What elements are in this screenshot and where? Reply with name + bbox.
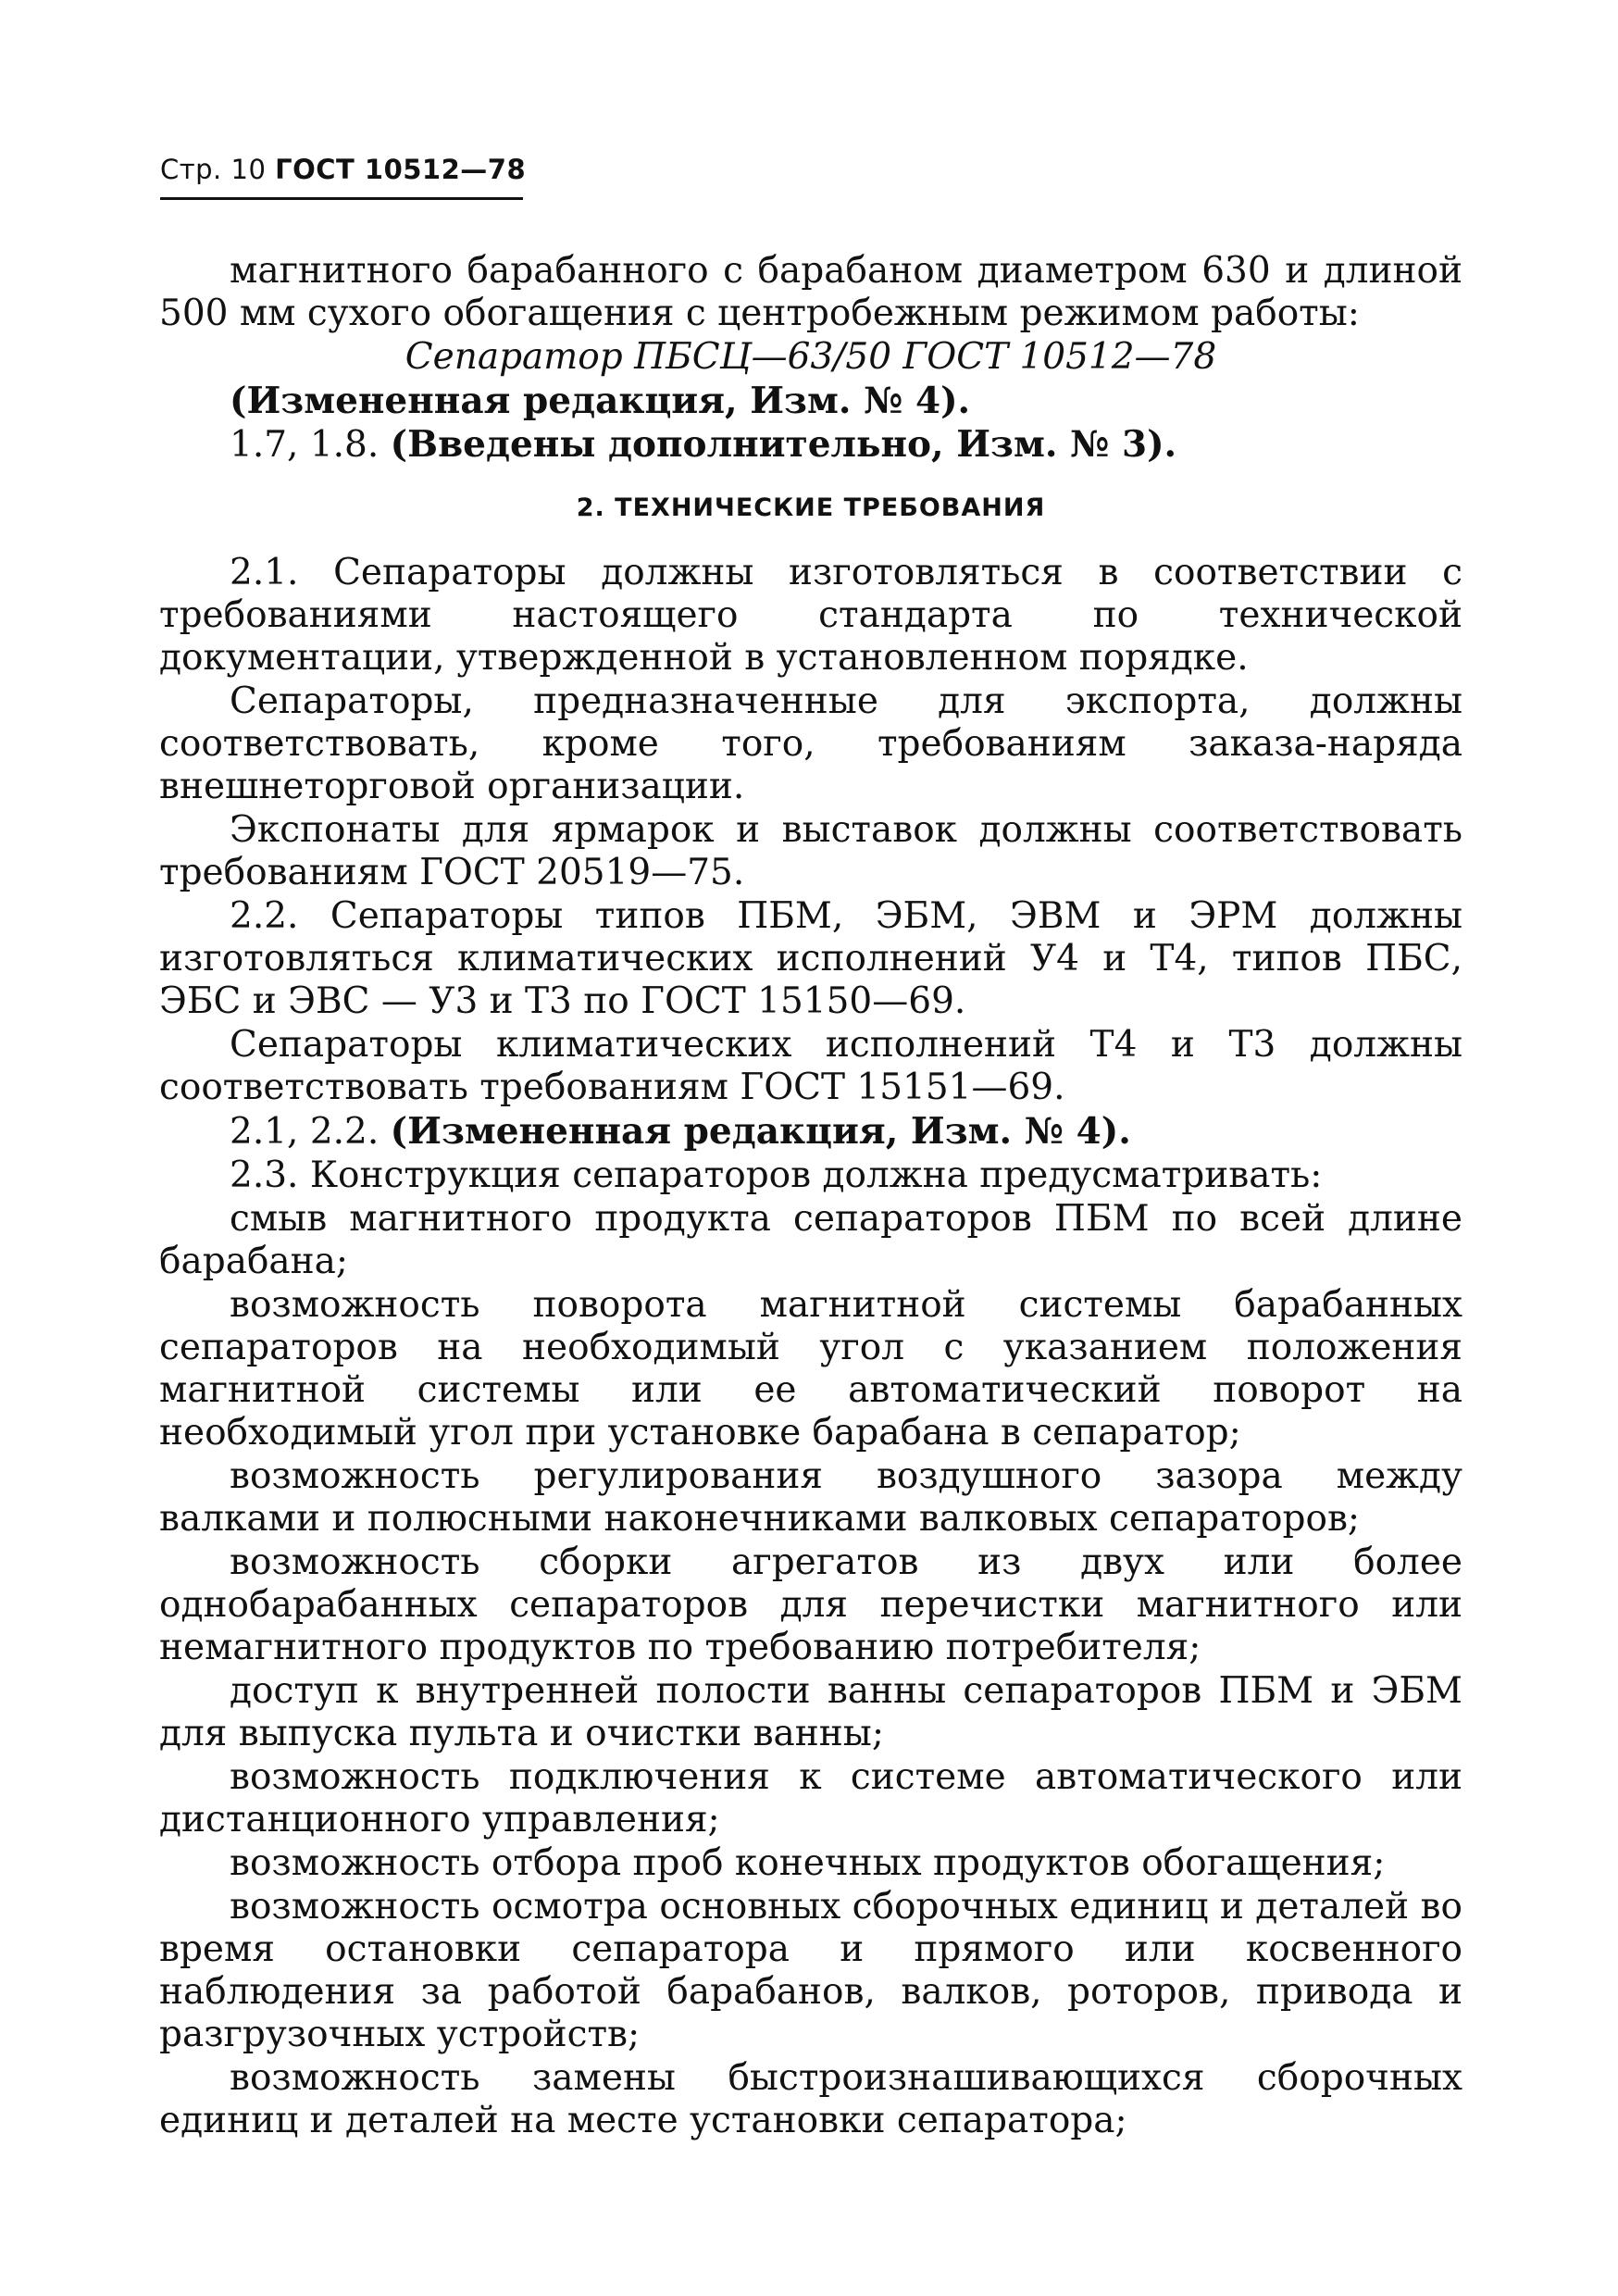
page-number: Стр. 10 (160, 154, 267, 185)
header-rule (160, 197, 523, 200)
list-item: смыв магнитного продукта сепараторов ПБМ по всей длине барабана; (159, 1198, 1462, 1282)
list-item: возможность отбора проб конечных продуктов обогащения; (230, 1842, 1386, 1884)
paragraph-2-2: 2.2. Сепараторы типов ПБМ, ЭБМ, ЭВМ и ЭРМ должны изготовляться климатических исполнений У4 и Т4, типов ПБС, ЭБС и ЭВС — У3 и Т3 по ГОСТ 15150—69. (159, 895, 1462, 1022)
list-item: доступ к внутренней полости ванны сепараторов ПБМ и ЭБМ для выпуска пульта и очистки ванны; (159, 1670, 1462, 1754)
clause-ref: 1.7, 1.8. (230, 424, 380, 466)
paragraph-2-1: 2.1. Сепараторы должны изготовляться в соответствии с требованиями настоящего стандарта по технической документации, утвержденной в установленном порядке. (159, 552, 1462, 679)
list-item: возможность регулирования воздушного зазора между валками и полюсными наконечниками валковых сепараторов; (159, 1455, 1462, 1540)
clause-ref: 2.1, 2.2. (230, 1111, 380, 1153)
designation-example: Сепаратор ПБСЦ—63/50 ГОСТ 10512—78 (404, 336, 1217, 378)
paragraph-export: Сепараторы, предназначенные для экспорта, должны соответствовать, кроме того, требованиям заказа-наряда внешнеторговой организации. (159, 680, 1462, 807)
paragraph-exhibits: Экспонаты для ярмарок и выставок должны соответствовать требованиям ГОСТ 20519—75. (159, 809, 1462, 893)
list-item: возможность подключения к системе автоматического или дистанционного управления; (159, 1756, 1462, 1841)
list-item: возможность сборки агрегатов из двух или более однобарабанных сепараторов для перечистки магнитного или немагнитного продуктов по требованию потребителя; (159, 1541, 1462, 1668)
clause-note: (Введены дополнительно, Изм. № 3). (390, 423, 1177, 466)
list-item: возможность осмотра основных сборочных единиц и деталей во время остановки сепаратора и прямого или косвенного наблюдения за работой барабанов, валков, роторов, привода и разгрузочных устройств; (159, 1886, 1462, 2055)
paragraph-2-3: 2.3. Конструкция сепараторов должна предусматривать: (230, 1154, 1323, 1196)
clause-1-7-1-8 (159, 423, 1462, 467)
list-item: возможность поворота магнитной системы барабанных сепараторов на необходимый угол с указанием положения магнитной системы или ее автоматический поворот на необходимый угол при установке барабана в сепаратор; (159, 1284, 1462, 1454)
clause-note: (Измененная редакция, Изм. № 4). (390, 1110, 1131, 1153)
section-title: 2. ТЕХНИЧЕСКИЕ ТРЕБОВАНИЯ (576, 493, 1046, 522)
paragraph-climatic: Сепараторы климатических исполнений Т4 и Т3 должны соответствовать требованиям ГОСТ 15151—69. (159, 1024, 1462, 1108)
list-item: возможность замены быстроизнашивающихся сборочных единиц и деталей на месте установки сепаратора; (159, 2057, 1462, 2141)
paragraph-intro: магнитного барабанного с барабаном диаметром 630 и длиной 500 мм сухого обогащения с центробежным режимом работы: (159, 250, 1462, 334)
page-header (160, 154, 527, 185)
amendment-note: (Измененная редакция, Изм. № 4). (230, 380, 971, 422)
clause-2-1-2-2 (159, 1110, 1462, 1154)
standard-number: ГОСТ 10512—78 (275, 154, 527, 185)
document-body (159, 250, 1462, 2143)
